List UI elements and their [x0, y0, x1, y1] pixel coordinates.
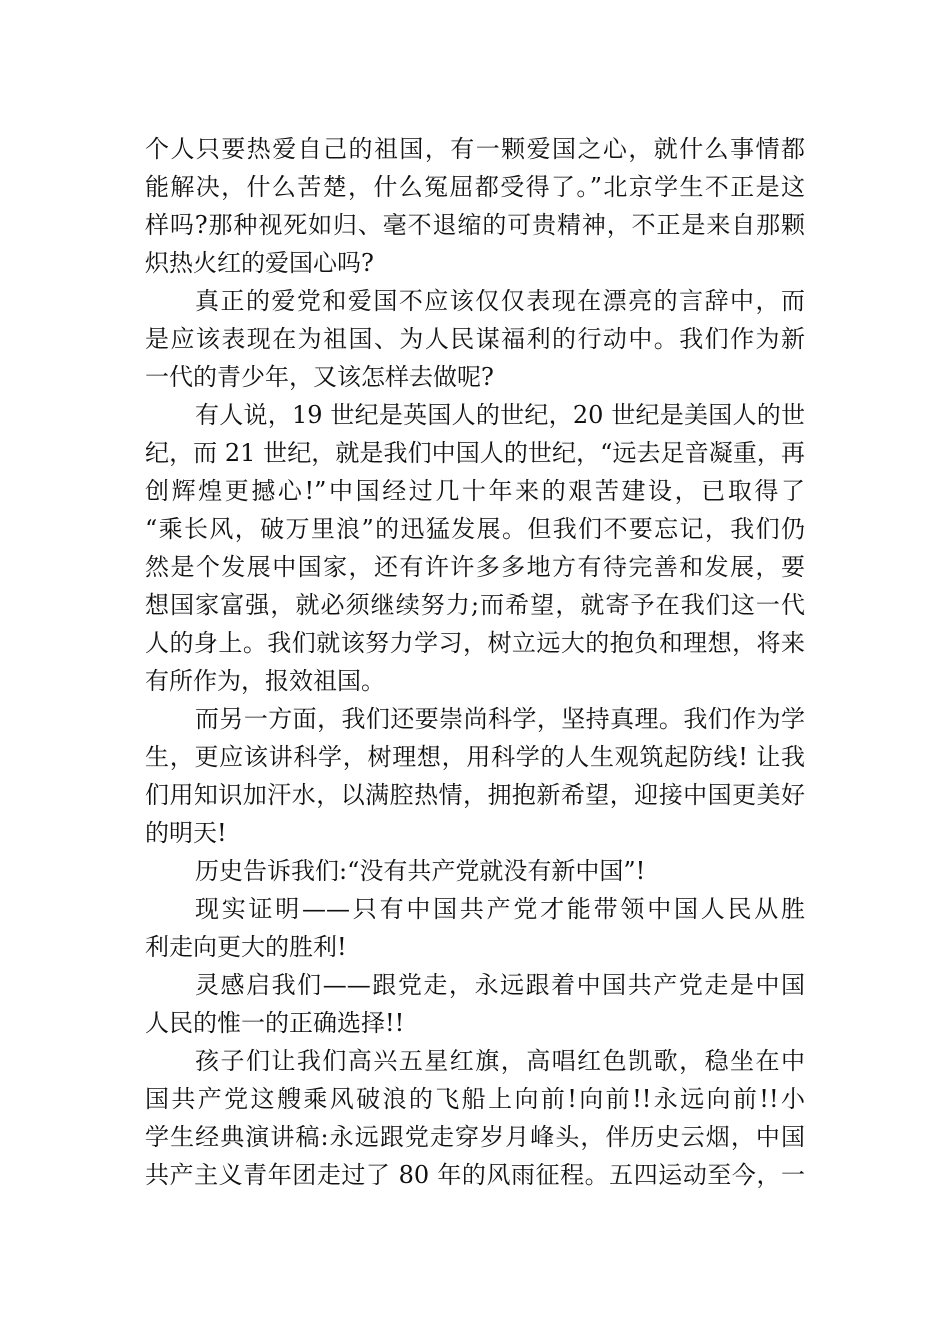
text-line: 利走向更大的胜利!: [145, 933, 347, 961]
text-line: 能解决，什么苦楚，什么冤屈都受得了。”北京学生不正是这: [145, 173, 805, 201]
text-line: 一代的青少年，又该怎样去做呢?: [145, 363, 494, 391]
text-line: 人的身上。我们就该努力学习，树立远大的抱负和理想，将来: [145, 629, 805, 657]
text-line: 想国家富强，就必须继续努力;而希望，就寄予在我们这一代: [145, 591, 805, 619]
text-line: 生，更应该讲科学，树理想，用科学的人生观筑起防线! 让我: [145, 743, 805, 771]
text-line: 是应该表现在为祖国、为人民谋福利的行动中。我们作为新: [145, 325, 805, 353]
text-line: 们用知识加汗水，以满腔热情，拥抱新希望，迎接中国更美好: [145, 781, 805, 809]
text-line: 有所作为，报效祖国。: [145, 667, 385, 695]
text-line: 有人说，19 世纪是英国人的世纪，20 世纪是美国人的世: [195, 401, 805, 429]
text-line: 的明天!: [145, 819, 227, 847]
text-line: 孩子们让我们高兴五星红旗，高唱红色凯歌，稳坐在中: [195, 1047, 805, 1075]
text-line: 纪，而 21 世纪，就是我们中国人的世纪，“远去足音凝重，再: [145, 439, 805, 467]
text-line: 现实证明——只有中国共产党才能带领中国人民从胜: [195, 895, 805, 923]
text-line: 灵感启我们——跟党走，永远跟着中国共产党走是中国: [195, 971, 805, 999]
text-line: “乘长风，破万里浪”的迅猛发展。但我们不要忘记，我们仍: [145, 515, 805, 543]
text-line: 共产主义青年团走过了 80 年的风雨征程。五四运动至今，一: [145, 1161, 805, 1189]
text-line: 然是个发展中国家，还有许许多多地方有待完善和发展，要: [145, 553, 805, 581]
text-line: 炽热火红的爱国心吗?: [145, 249, 374, 277]
text-line: 国共产党这艘乘风破浪的飞船上向前!向前!!永远向前!!小: [145, 1085, 805, 1113]
text-line: 样吗?那种视死如归、毫不退缩的可贵精神，不正是来自那颗: [145, 211, 805, 239]
document-body: [145, 130, 805, 1194]
text-line: 学生经典演讲稿:永远跟党走穿岁月峰头，伴历史云烟，中国: [145, 1123, 805, 1151]
text-line: 历史告诉我们:“没有共产党就没有新中国”!: [195, 857, 646, 885]
text-line: 个人只要热爱自己的祖国，有一颗爱国之心，就什么事情都: [145, 135, 805, 163]
text-line: 人民的惟一的正确选择!!: [145, 1009, 405, 1037]
text-line: 真正的爱党和爱国不应该仅仅表现在漂亮的言辞中，而: [195, 287, 805, 315]
text-line: 而另一方面，我们还要崇尚科学，坚持真理。我们作为学: [195, 705, 805, 733]
text-line: 创辉煌更撼心!”中国经过几十年来的艰苦建设，已取得了: [145, 477, 805, 505]
